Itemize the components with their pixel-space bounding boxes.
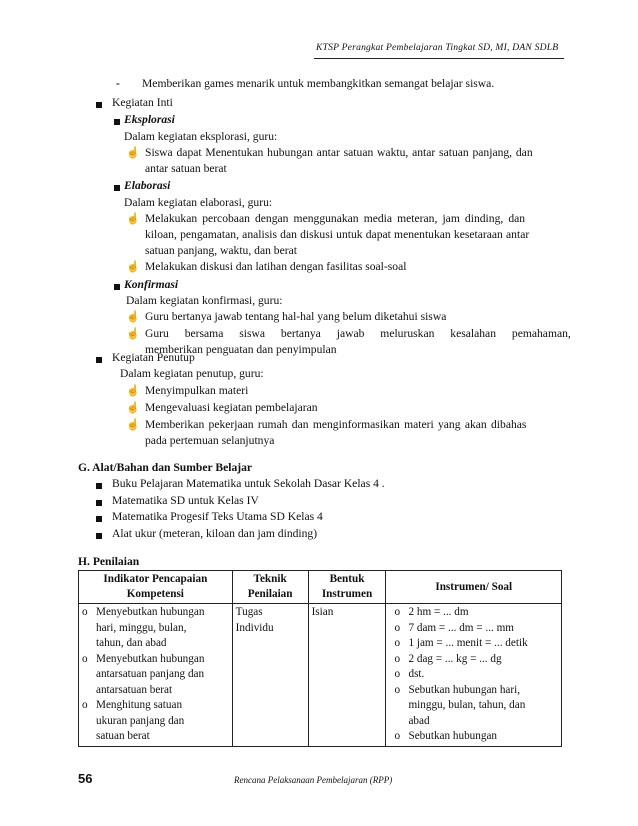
konfirmasi-title: Konfirmasi [124, 278, 179, 291]
section-g-heading: G. Alat/Bahan dan Sumber Belajar [78, 461, 253, 474]
elaborasi-item1-line2: kiloan, pengamatan, analisis dan diskusi untuk dapat menentukan kesetaraan antar [145, 228, 530, 241]
square-bullet-icon [96, 533, 102, 539]
elaborasi-item1-line1: Melakukan percobaan dengan menggunakan media meteran, jam dinding, dan [145, 212, 526, 225]
square-bullet-icon [96, 102, 102, 108]
hand-bullet-icon: ☝ [126, 147, 140, 159]
elaborasi-item1-line3: satuan panjang, waktu, dan berat [145, 244, 297, 257]
circle-bullet-icon: o [82, 652, 88, 665]
circle-bullet-icon: o [82, 699, 88, 711]
square-bullet-icon [114, 119, 120, 125]
hand-bullet-icon: ☝ [126, 402, 140, 414]
list-item: o 7 dam = ... dm = ... mm [394, 621, 558, 637]
cell-bentuk: Isian [308, 604, 386, 747]
square-bullet-icon [96, 483, 102, 489]
circle-bullet-icon: o [394, 683, 401, 696]
list-item: o Sebutkan hubungan [394, 729, 558, 745]
penutup-item2: Mengevaluasi kegiatan pembelajaran [145, 401, 318, 414]
list-item: o Sebutkan hubungan hari, minggu, bulan, tahun, dan abad [394, 683, 526, 727]
hand-bullet-icon: ☝ [126, 385, 140, 397]
hand-bullet-icon: ☝ [126, 328, 140, 340]
square-bullet-icon [114, 284, 120, 290]
elaborasi-intro: Dalam kegiatan elaborasi, guru: [124, 196, 273, 209]
section-g-item: Matematika Progesif Teks Utama SD Kelas 4 [112, 510, 323, 523]
circle-bullet-icon: o [394, 621, 401, 634]
square-bullet-icon [114, 185, 120, 191]
dash-marker: - [116, 77, 120, 90]
hand-bullet-icon: ☝ [126, 261, 140, 273]
header-bentuk: Bentuk Instrumen [308, 571, 386, 604]
hand-bullet-icon: ☝ [126, 419, 140, 431]
list-item: o Menyebutkan hubungan antarsatuan panjang dan antarsatuan berat [82, 652, 205, 696]
circle-bullet-icon: o [82, 606, 88, 618]
konfirmasi-item1: Guru bertanya jawab tentang hal-hal yang belum diketahui siswa [145, 310, 447, 323]
cell-indikator [79, 604, 233, 747]
list-item: o 2 hm = ... dm [394, 605, 558, 621]
eksplorasi-title: Eksplorasi [124, 113, 175, 126]
list-item: o dst. [394, 667, 558, 683]
header-indikator: Indikator Pencapaian Kompetensi [79, 571, 233, 604]
penutup-intro: Dalam kegiatan penutup, guru: [120, 367, 264, 380]
section-g-item: Buku Pelajaran Matematika untuk Sekolah Dasar Kelas 4 . [112, 477, 385, 490]
circle-bullet-icon: o [394, 652, 401, 665]
section-g-item: Alat ukur (meteran, kiloan dan jam dinding) [112, 527, 318, 540]
square-bullet-icon [96, 516, 102, 522]
page-number: 56 [78, 771, 93, 786]
elaborasi-item2: Melakukan diskusi dan latihan dengan fasilitas soal-soal [145, 260, 407, 273]
eksplorasi-item1-line1: Siswa dapat Menentukan hubungan antar satuan waktu, antar satuan panjang, dan [145, 146, 533, 159]
eksplorasi-intro: Dalam kegiatan eksplorasi, guru: [124, 130, 278, 143]
circle-bullet-icon: o [394, 730, 401, 742]
hand-bullet-icon: ☝ [126, 311, 140, 323]
cell-instrumen-soal [386, 604, 562, 747]
section-g-item: Matematika SD untuk Kelas IV [112, 494, 259, 507]
circle-bullet-icon: o [394, 637, 401, 649]
hand-bullet-icon: ☝ [126, 213, 140, 225]
footer-caption: Rencana Pelaksanaan Pembelajaran (RPP) [234, 775, 393, 785]
circle-bullet-icon: o [394, 606, 401, 618]
top-item-text: Memberikan games menarik untuk membangkitkan semangat belajar siswa. [142, 77, 495, 90]
header-instrumen-soal: Instrumen/ Soal [386, 571, 562, 604]
running-header: KTSP Perangkat Pembelajaran Tingkat SD, MI, DAN SDLB [316, 42, 559, 53]
list-item: o Menghitung satuan ukuran panjang dan satuan berat [82, 699, 185, 742]
cell-teknik: Tugas Individu [232, 604, 308, 747]
eksplorasi-item1-line2: antar satuan berat [145, 162, 227, 175]
table-row [79, 604, 562, 747]
elaborasi-title: Elaborasi [124, 179, 171, 192]
kegiatan-inti-label: Kegiatan Inti [112, 96, 173, 109]
konfirmasi-item2-line1: Guru bersama siswa bertanya jawab meluruskan kesalahan pemahaman, [145, 327, 571, 340]
header-teknik: Teknik Penilaian [232, 571, 308, 604]
konfirmasi-intro: Dalam kegiatan konfirmasi, guru: [126, 294, 283, 307]
list-item: o 2 dag = ... kg = ... dg [394, 652, 558, 668]
konfirmasi-item2-line2: memberikan penguatan dan penyimpulan [145, 343, 337, 356]
header-rule [314, 58, 564, 59]
section-h-heading: H. Penilaian [78, 555, 140, 568]
list-item: o Menyebutkan hubungan hari, minggu, bulan, tahun, dan abad [82, 606, 205, 649]
square-bullet-icon [96, 357, 102, 363]
penutup-item1: Menyimpulkan materi [145, 384, 249, 397]
kegiatan-penutup-label: Kegiatan Penutup [112, 351, 195, 364]
penutup-item3-line2: pada pertemuan selanjutnya [145, 434, 275, 447]
square-bullet-icon [96, 500, 102, 506]
assessment-table [78, 570, 562, 747]
list-item: o 1 jam = ... menit = ... detik [394, 636, 558, 652]
table-header-row [79, 571, 562, 604]
circle-bullet-icon: o [394, 668, 401, 680]
penutup-item3-line1: Memberikan pekerjaan rumah dan menginformasikan materi yang akan dibahas [145, 418, 527, 431]
